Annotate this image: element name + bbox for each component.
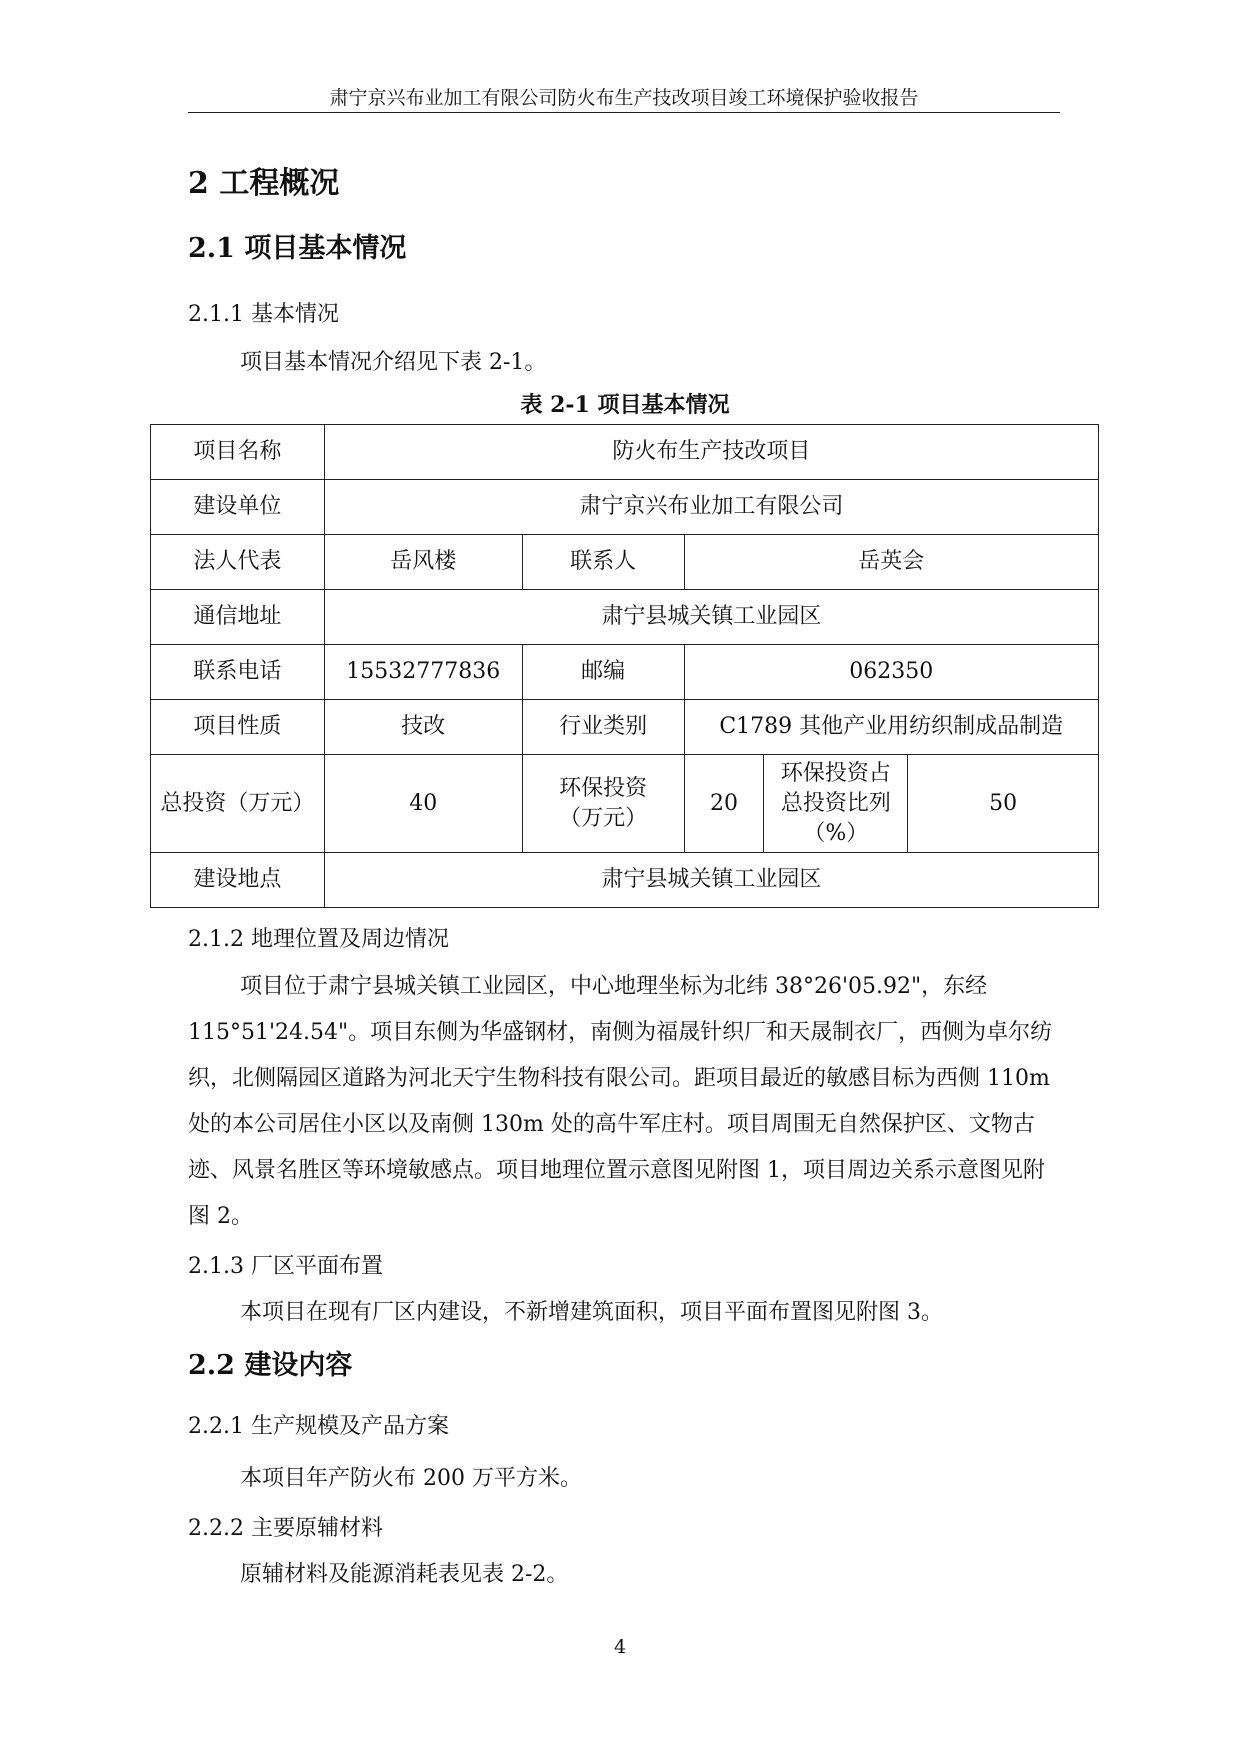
table-row <box>151 425 1099 480</box>
section-2-2-title: 2.2 建设内容 <box>188 1350 353 1381</box>
paragraph-2-2-2-text: 原辅材料及能源消耗表见表 2-2。 <box>240 1562 569 1587</box>
project-info-table <box>150 424 1099 908</box>
header-rule <box>188 112 1060 113</box>
paragraph-2-2-2 <box>188 1552 1060 1598</box>
table-label-cell: 建设单位 <box>151 480 325 535</box>
table-label-cell: 邮编 <box>522 645 684 700</box>
subsection-2-1-2-title: 2.1.2 地理位置及周边情况 <box>188 927 449 952</box>
table-row <box>151 755 1099 853</box>
running-header: 肃宁京兴布业加工有限公司防火布生产技改项目竣工环境保护验收报告 <box>329 87 919 109</box>
table-value-cell: 20 <box>684 755 764 853</box>
table-label-cell: 通信地址 <box>151 590 325 645</box>
table-value-cell: 062350 <box>684 645 1098 700</box>
table-label-cell: 总投资（万元） <box>151 755 325 853</box>
paragraph-2-1-2-text: 项目位于肃宁县城关镇工业园区，中心地理坐标为北纬 38°26'05.92"，东经 115°51'24.54"。项目东侧为华盛钢材，南侧为福晟针织厂和天晟制衣厂，西侧为卓尔纺织，北侧隔园区道路为河北天宁生物科技有限公司。距项目最近的敏感目标为西侧 110m 处的本公司居住小区以及南侧 130m 处的高牛军庄村。项目周围无自然保护区、文物古迹、风景名胜区等环境敏感点。项目地理位置示意图见附图 1，项目周边关系示意图见附图 2。 <box>188 974 1053 1229</box>
table-row <box>151 480 1099 535</box>
table-value-cell: 15532777836 <box>324 645 522 700</box>
table-label-cell: 项目性质 <box>151 700 325 755</box>
table-value-cell: 岳英会 <box>684 535 1098 590</box>
table-row <box>151 590 1099 645</box>
section-2-1-title: 2.1 项目基本情况 <box>188 233 407 264</box>
chapter-title: 2 工程概况 <box>188 166 340 201</box>
subsection-2-2-2-title: 2.2.2 主要原辅材料 <box>188 1516 383 1541</box>
table-value-cell: 50 <box>908 755 1099 853</box>
table-label-cell: 项目名称 <box>151 425 325 480</box>
table-value-cell: 肃宁京兴布业加工有限公司 <box>324 480 1098 535</box>
subsection-2-1-3-title: 2.1.3 厂区平面布置 <box>188 1254 383 1279</box>
table-row <box>151 645 1099 700</box>
table-value-cell: 技改 <box>324 700 522 755</box>
table-value-cell: 肃宁县城关镇工业园区 <box>324 853 1098 908</box>
table-2-1-caption: 表 2-1 项目基本情况 <box>520 392 730 418</box>
paragraph-2-1-3-text: 本项目在现有厂区内建设，不新增建筑面积，项目平面布置图见附图 3。 <box>240 1300 943 1325</box>
table-label-cell: 联系人 <box>522 535 684 590</box>
table-value-cell: 防火布生产技改项目 <box>324 425 1098 480</box>
paragraph-2-1-1-text: 项目基本情况介绍见下表 2-1。 <box>240 350 547 375</box>
table-value-cell: C1789 其他产业用纺织制成品制造 <box>684 700 1098 755</box>
table-label-cell: 行业类别 <box>522 700 684 755</box>
table-label-cell: 联系电话 <box>151 645 325 700</box>
table-row <box>151 700 1099 755</box>
table-row <box>151 853 1099 908</box>
table-value-cell: 肃宁县城关镇工业园区 <box>324 590 1098 645</box>
page-number: 4 <box>613 1636 627 1658</box>
paragraph-2-1-2 <box>188 964 1060 1240</box>
table-label-cell: 环保投资占总投资比列（%） <box>764 755 908 853</box>
subsection-2-2-1-title: 2.2.1 生产规模及产品方案 <box>188 1414 449 1439</box>
table-value-cell: 岳风楼 <box>324 535 522 590</box>
paragraph-2-2-1 <box>188 1456 1060 1502</box>
subsection-2-1-1-title: 2.1.1 基本情况 <box>188 302 339 327</box>
table-label-cell: 环保投资（万元） <box>522 755 684 853</box>
paragraph-2-2-1-text: 本项目年产防火布 200 万平方米。 <box>240 1466 582 1491</box>
paragraph-2-1-1 <box>188 340 1060 386</box>
table-label-cell: 法人代表 <box>151 535 325 590</box>
table-value-cell: 40 <box>324 755 522 853</box>
table-label-cell: 建设地点 <box>151 853 325 908</box>
table-row <box>151 535 1099 590</box>
paragraph-2-1-3 <box>188 1290 1060 1336</box>
